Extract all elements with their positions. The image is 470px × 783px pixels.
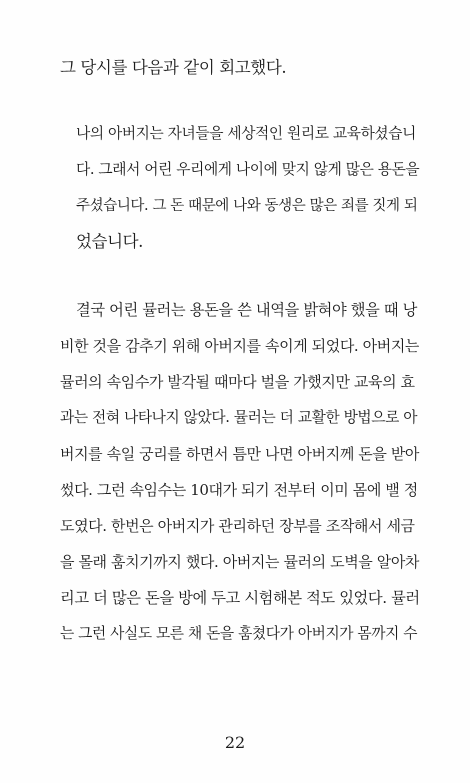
paragraph-line: 과는 전혀 나타나지 않았다. 뮬러는 더 교활한 방법으로 아	[60, 409, 418, 426]
page-number: 22	[224, 733, 246, 752]
paragraph-line: 도였다. 한번은 아버지가 관리하던 장부를 조작해서 세금	[60, 517, 415, 535]
paragraph-line: 버지를 속일 궁리를 하면서 틈만 나면 아버지께 돈을 받아	[60, 445, 420, 463]
paragraph-line: 는 그런 사실도 모른 채 돈을 훔쳤다가 아버지가 몸까지 수	[60, 625, 418, 642]
intro-line: 그 당시를 다음과 같이 회고했다.	[60, 58, 287, 77]
quote-line: 나의 아버지는 자녀들을 세상적인 원리로 교육하셨습니	[76, 125, 416, 142]
paragraph-line: 을 몰래 훔치기까지 했다. 아버지는 뮬러의 도벽을 알아차	[60, 553, 420, 571]
paragraph-line: 썼다. 그런 속임수는 10대가 되기 전부터 이미 몸에 밸 정	[60, 481, 418, 499]
quote-line: 다. 그래서 어린 우리에게 나이에 맞지 않게 많은 용돈을	[76, 161, 420, 178]
quote-line: 주셨습니다. 그 돈 때문에 나와 동생은 많은 죄를 짓게 되	[76, 198, 418, 214]
paragraph-line: 리고 더 많은 돈을 방에 두고 시험해본 적도 있었다. 뮬러	[60, 589, 420, 607]
paragraph-line: 결국 어린 뮬러는 용돈을 쓴 내역을 밝혀야 했을 때 낭	[76, 301, 417, 319]
paragraph-line: 비한 것을 감추기 위해 아버지를 속이게 되었다. 아버지는	[60, 337, 420, 355]
paragraph-line: 뮬러의 속임수가 발각될 때마다 벌을 가했지만 교육의 효	[60, 373, 415, 391]
quote-line: 었습니다.	[76, 232, 144, 251]
